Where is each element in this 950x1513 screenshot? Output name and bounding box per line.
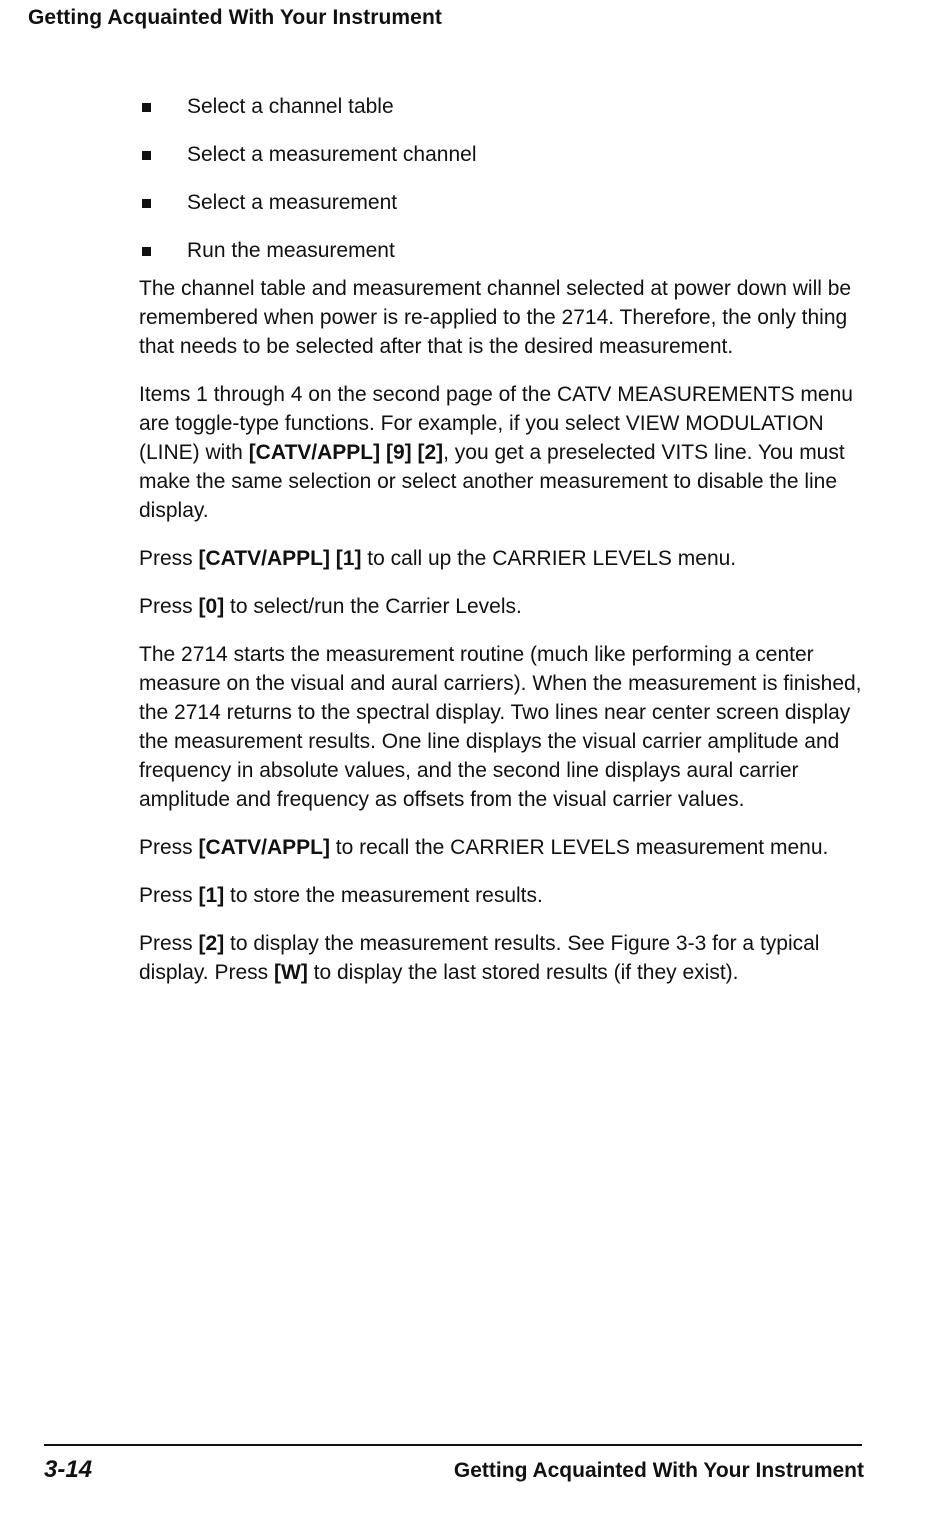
footer-title: Getting Acquainted With Your Instrument (453, 1459, 864, 1482)
list-item (139, 236, 867, 265)
text-run: , you get a preselected VITS line. You must make the same selection or select another measurement to disable the line display. (139, 441, 845, 522)
key-sequence: [2] (198, 932, 225, 955)
list-item (139, 188, 867, 217)
square-bullet-icon (142, 151, 151, 160)
key-sequence: [0] (198, 595, 225, 618)
text-run: to store the measurement results. (224, 884, 543, 907)
text-run: to display the measurement results. See Figure 3-3 for a typical display. Press (139, 932, 820, 984)
list-item (139, 92, 867, 121)
paragraph-toggle-functions (139, 380, 867, 525)
paragraph-power-down: The channel table and measurement channel selected at power down will be remembered when power is re-applied to the 2714. Therefore, the only thing that needs to be selected after that is the desired measurement. (139, 277, 852, 358)
key-sequence: [CATV/APPL] (198, 836, 330, 859)
key-sequence: [CATV/APPL] [1] (198, 547, 362, 570)
key-sequence: [W] (274, 961, 308, 984)
step-list (139, 92, 867, 265)
text-run: to display the last stored results (if they exist). (307, 961, 739, 984)
list-item-text: Run the measurement (187, 239, 395, 262)
square-bullet-icon (142, 247, 151, 256)
paragraph-run-levels (139, 592, 867, 621)
text-run: Press (139, 595, 199, 618)
square-bullet-icon (142, 199, 151, 208)
footer-divider (44, 1444, 862, 1446)
text-run: Press (139, 884, 199, 907)
text-run: to recall the CARRIER LEVELS measurement menu. (329, 836, 829, 859)
list-item-text: Select a measurement (187, 191, 398, 214)
paragraph-measurement-routine: The 2714 starts the measurement routine (much like performing a center measure on the visual and aural carriers). When the measurement is finished, the 2714 returns to the spectral display. Two lines near center screen display the measurement results. One line displays the visual carrier amplitude and frequency in absolute values, and the second line displays aural carrier amplitude and frequency as offsets from the visual carrier values. (139, 643, 862, 811)
square-bullet-icon (142, 103, 151, 112)
text-run: to select/run the Carrier Levels. (224, 595, 522, 618)
text-run: Press (139, 547, 199, 570)
paragraph-call-menu (139, 544, 867, 573)
key-sequence: [1] (198, 884, 225, 907)
paragraph-recall-menu (139, 833, 867, 862)
text-run: Items 1 through 4 on the second page of the CATV MEASUREMENTS menu are toggle-type functions. For example, if you select VIEW MODULATION (LINE) with (139, 383, 853, 464)
list-item (139, 140, 867, 169)
list-item-text: Select a channel table (187, 95, 394, 118)
page-body (139, 92, 867, 1006)
text-run: Press (139, 836, 199, 859)
paragraph-store-results (139, 881, 867, 910)
text-run: Press (139, 932, 199, 955)
paragraph-display-results (139, 929, 867, 987)
key-sequence: [CATV/APPL] [9] [2] (248, 441, 444, 464)
page-number: 3-14 (44, 1456, 93, 1483)
list-item-text: Select a measurement channel (187, 143, 477, 166)
text-run: to call up the CARRIER LEVELS menu. (361, 547, 737, 570)
running-header: Getting Acquainted With Your Instrument (28, 6, 442, 29)
